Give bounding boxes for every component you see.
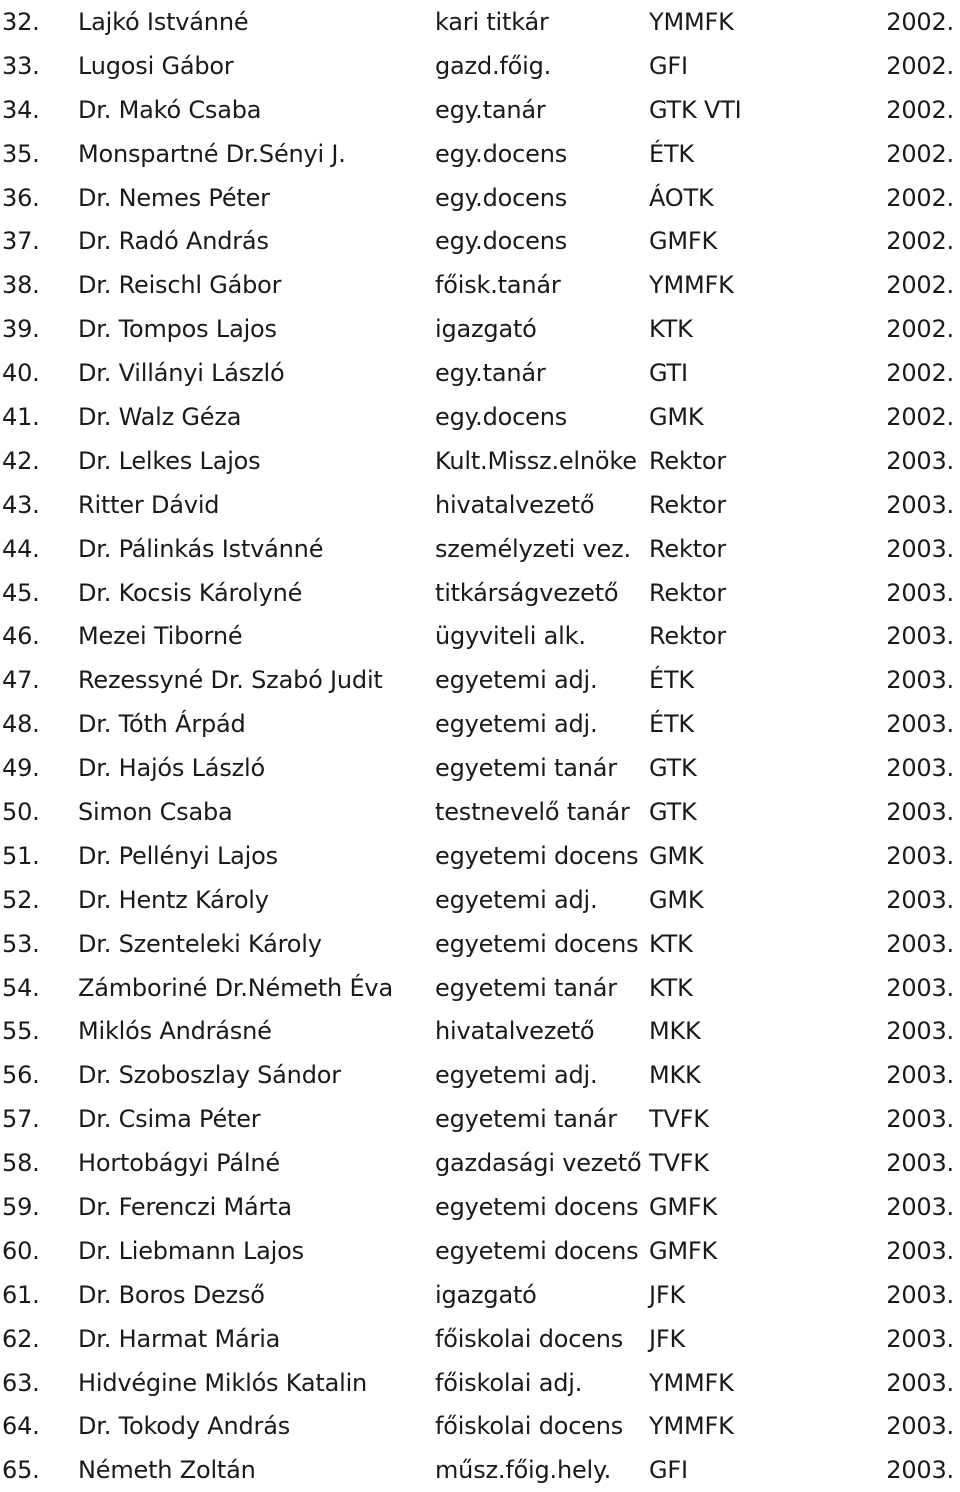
person-title: egy.docens [435, 183, 568, 212]
year: 2003. [886, 1192, 954, 1221]
year: 2002. [886, 95, 954, 124]
organizational-unit: MKK [649, 1017, 701, 1046]
person-title: egyetemi tanár [435, 973, 617, 1002]
list-item [0, 702, 960, 746]
row-number: 40. [2, 359, 40, 388]
person-name: Dr. Tompos Lajos [78, 315, 277, 344]
organizational-unit: ÉTK [649, 710, 694, 739]
year: 2003. [886, 1280, 954, 1309]
organizational-unit: YMMFK [649, 7, 734, 36]
row-number: 38. [2, 271, 40, 300]
row-number: 54. [2, 973, 40, 1002]
row-number: 58. [2, 1149, 40, 1178]
list-item [0, 44, 960, 88]
person-name: Dr. Kocsis Károlyné [78, 578, 303, 607]
person-title: titkárságvezető [435, 578, 619, 607]
list-item [0, 1317, 960, 1361]
list-item [0, 1229, 960, 1273]
row-number: 32. [2, 7, 40, 36]
row-number: 52. [2, 885, 40, 914]
year: 2003. [886, 1368, 954, 1397]
list-item [0, 922, 960, 966]
list-item [0, 395, 960, 439]
person-name: Lajkó Istvánné [78, 7, 249, 36]
row-number: 57. [2, 1105, 40, 1134]
person-name: Dr. Walz Géza [78, 402, 242, 431]
organizational-unit: Rektor [649, 490, 727, 519]
person-name: Dr. Boros Dezső [78, 1280, 265, 1309]
row-number: 39. [2, 315, 40, 344]
year: 2002. [886, 227, 954, 256]
year: 2003. [886, 929, 954, 958]
organizational-unit: Rektor [649, 534, 727, 563]
person-title: műsz.főig.hely. [435, 1456, 612, 1485]
row-number: 59. [2, 1192, 40, 1221]
list-item [0, 746, 960, 790]
person-name: Mezei Tiborné [78, 622, 243, 651]
list-item [0, 1361, 960, 1405]
list-item [0, 1141, 960, 1185]
list-item [0, 132, 960, 176]
year: 2003. [886, 1017, 954, 1046]
organizational-unit: GMFK [649, 1192, 718, 1221]
person-name: Dr. Hentz Károly [78, 885, 269, 914]
organizational-unit: GMK [649, 402, 704, 431]
list-item [0, 176, 960, 220]
person-title: egyetemi docens [435, 841, 639, 870]
year: 2002. [886, 315, 954, 344]
year: 2003. [886, 797, 954, 826]
year: 2003. [886, 490, 954, 519]
row-number: 49. [2, 754, 40, 783]
list-item [0, 1053, 960, 1097]
year: 2003. [886, 1456, 954, 1485]
row-number: 37. [2, 227, 40, 256]
year: 2002. [886, 51, 954, 80]
year: 2003. [886, 578, 954, 607]
person-name: Németh Zoltán [78, 1456, 256, 1485]
person-title: egyetemi adj. [435, 710, 598, 739]
list-item [0, 527, 960, 571]
year: 2003. [886, 1412, 954, 1441]
organizational-unit: Rektor [649, 622, 727, 651]
person-title: gazd.főig. [435, 51, 552, 80]
year: 2003. [886, 534, 954, 563]
list-item [0, 0, 960, 44]
list-item [0, 1185, 960, 1229]
organizational-unit: YMMFK [649, 1368, 734, 1397]
organizational-unit: ÉTK [649, 139, 694, 168]
list-item [0, 1097, 960, 1141]
row-number: 61. [2, 1280, 40, 1309]
person-title: hivatalvezető [435, 490, 595, 519]
row-number: 46. [2, 622, 40, 651]
list-item [0, 307, 960, 351]
year: 2003. [886, 446, 954, 475]
list-item [0, 351, 960, 395]
person-name: Dr. Csima Péter [78, 1105, 261, 1134]
organizational-unit: GMK [649, 841, 704, 870]
organizational-unit: MKK [649, 1061, 701, 1090]
person-title: főiskolai docens [435, 1412, 624, 1441]
organizational-unit: KTK [649, 315, 693, 344]
person-title: egyetemi adj. [435, 666, 598, 695]
list-item [0, 1405, 960, 1449]
year: 2003. [886, 841, 954, 870]
year: 2002. [886, 183, 954, 212]
organizational-unit: GFI [649, 51, 688, 80]
person-name: Dr. Makó Csaba [78, 95, 262, 124]
list-item [0, 878, 960, 922]
person-title: személyzeti vez. [435, 534, 631, 563]
organizational-unit: GFI [649, 1456, 688, 1485]
list-item [0, 834, 960, 878]
person-name: Dr. Ferenczi Márta [78, 1192, 292, 1221]
person-name: Dr. Liebmann Lajos [78, 1236, 304, 1265]
organizational-unit: Rektor [649, 446, 727, 475]
person-title: igazgató [435, 315, 537, 344]
year: 2003. [886, 973, 954, 1002]
person-title: Kult.Missz.elnöke [435, 446, 637, 475]
row-number: 33. [2, 51, 40, 80]
row-number: 36. [2, 183, 40, 212]
person-name: Miklós Andrásné [78, 1017, 272, 1046]
year: 2003. [886, 710, 954, 739]
organizational-unit: GMK [649, 885, 704, 914]
row-number: 50. [2, 797, 40, 826]
person-name: Rezessyné Dr. Szabó Judit [78, 666, 383, 695]
person-title: ügyviteli alk. [435, 622, 586, 651]
year: 2003. [886, 1061, 954, 1090]
row-number: 42. [2, 446, 40, 475]
row-number: 63. [2, 1368, 40, 1397]
row-number: 48. [2, 710, 40, 739]
year: 2003. [886, 754, 954, 783]
organizational-unit: GTI [649, 359, 688, 388]
year: 2002. [886, 271, 954, 300]
person-name: Monspartné Dr.Sényi J. [78, 139, 346, 168]
organizational-unit: GTK VTI [649, 95, 742, 124]
row-number: 64. [2, 1412, 40, 1441]
person-title: egyetemi adj. [435, 885, 598, 914]
person-title: egy.tanár [435, 95, 546, 124]
organizational-unit: GTK [649, 797, 697, 826]
organizational-unit: JFK [649, 1280, 686, 1309]
organizational-unit: KTK [649, 973, 693, 1002]
organizational-unit: KTK [649, 929, 693, 958]
list-item [0, 790, 960, 834]
person-title: egyetemi docens [435, 1236, 639, 1265]
person-title: hivatalvezető [435, 1017, 595, 1046]
person-name: Dr. Szoboszlay Sándor [78, 1061, 341, 1090]
year: 2003. [886, 1149, 954, 1178]
row-number: 47. [2, 666, 40, 695]
person-title: egy.docens [435, 227, 568, 256]
person-name: Dr. Pálinkás Istvánné [78, 534, 324, 563]
list-item [0, 439, 960, 483]
person-title: főisk.tanár [435, 271, 561, 300]
list-item [0, 263, 960, 307]
year: 2003. [886, 1324, 954, 1353]
organizational-unit: YMMFK [649, 1412, 734, 1441]
person-name: Dr. Lelkes Lajos [78, 446, 261, 475]
list-item [0, 219, 960, 263]
person-name: Dr. Harmat Mária [78, 1324, 281, 1353]
person-title: egyetemi tanár [435, 1105, 617, 1134]
organizational-unit: YMMFK [649, 271, 734, 300]
person-name: Dr. Villányi László [78, 359, 285, 388]
person-title: testnevelő tanár [435, 797, 630, 826]
list-item [0, 614, 960, 658]
person-name: Hidvégine Miklós Katalin [78, 1368, 368, 1397]
organizational-unit: Rektor [649, 578, 727, 607]
person-name: Zámboriné Dr.Németh Éva [78, 973, 393, 1002]
person-name: Dr. Nemes Péter [78, 183, 270, 212]
list-item [0, 966, 960, 1010]
organizational-unit: GMFK [649, 227, 718, 256]
row-number: 45. [2, 578, 40, 607]
person-title: egy.docens [435, 139, 568, 168]
organizational-unit: ÁOTK [649, 183, 714, 212]
row-number: 53. [2, 929, 40, 958]
list-item [0, 571, 960, 615]
year: 2002. [886, 7, 954, 36]
person-title: egyetemi docens [435, 929, 639, 958]
year: 2003. [886, 1105, 954, 1134]
organizational-unit: GTK [649, 754, 697, 783]
person-title: egyetemi tanár [435, 754, 617, 783]
list-item [0, 1273, 960, 1317]
person-title: kari titkár [435, 7, 549, 36]
person-name: Ritter Dávid [78, 490, 220, 519]
person-title: gazdasági vezető [435, 1149, 642, 1178]
year: 2003. [886, 666, 954, 695]
organizational-unit: TVFK [649, 1105, 709, 1134]
person-name: Hortobágyi Pálné [78, 1149, 280, 1178]
row-number: 44. [2, 534, 40, 563]
year: 2003. [886, 885, 954, 914]
person-name: Dr. Pellényi Lajos [78, 841, 278, 870]
person-title: igazgató [435, 1280, 537, 1309]
row-number: 60. [2, 1236, 40, 1265]
person-name: Dr. Szenteleki Károly [78, 929, 322, 958]
person-title: egyetemi docens [435, 1192, 639, 1221]
person-title: főiskolai adj. [435, 1368, 583, 1397]
year: 2002. [886, 359, 954, 388]
row-number: 62. [2, 1324, 40, 1353]
person-name: Dr. Reischl Gábor [78, 271, 282, 300]
row-number: 34. [2, 95, 40, 124]
organizational-unit: TVFK [649, 1149, 709, 1178]
person-name: Lugosi Gábor [78, 51, 234, 80]
person-name: Dr. Hajós László [78, 754, 265, 783]
person-name: Dr. Tóth Árpád [78, 710, 246, 739]
list-item [0, 1448, 960, 1492]
year: 2003. [886, 622, 954, 651]
organizational-unit: GMFK [649, 1236, 718, 1265]
person-title: egy.tanár [435, 359, 546, 388]
person-name: Dr. Tokody András [78, 1412, 291, 1441]
person-name: Dr. Radó András [78, 227, 269, 256]
person-name: Simon Csaba [78, 797, 233, 826]
year: 2002. [886, 139, 954, 168]
person-title: főiskolai docens [435, 1324, 624, 1353]
organizational-unit: JFK [649, 1324, 686, 1353]
row-number: 43. [2, 490, 40, 519]
organizational-unit: ÉTK [649, 666, 694, 695]
row-number: 41. [2, 402, 40, 431]
row-number: 55. [2, 1017, 40, 1046]
row-number: 56. [2, 1061, 40, 1090]
person-title: egyetemi adj. [435, 1061, 598, 1090]
row-number: 65. [2, 1456, 40, 1485]
row-number: 51. [2, 841, 40, 870]
list-item [0, 1009, 960, 1053]
year: 2003. [886, 1236, 954, 1265]
row-number: 35. [2, 139, 40, 168]
year: 2002. [886, 402, 954, 431]
person-title: egy.docens [435, 402, 568, 431]
list-item [0, 88, 960, 132]
list-item [0, 483, 960, 527]
list-item [0, 658, 960, 702]
